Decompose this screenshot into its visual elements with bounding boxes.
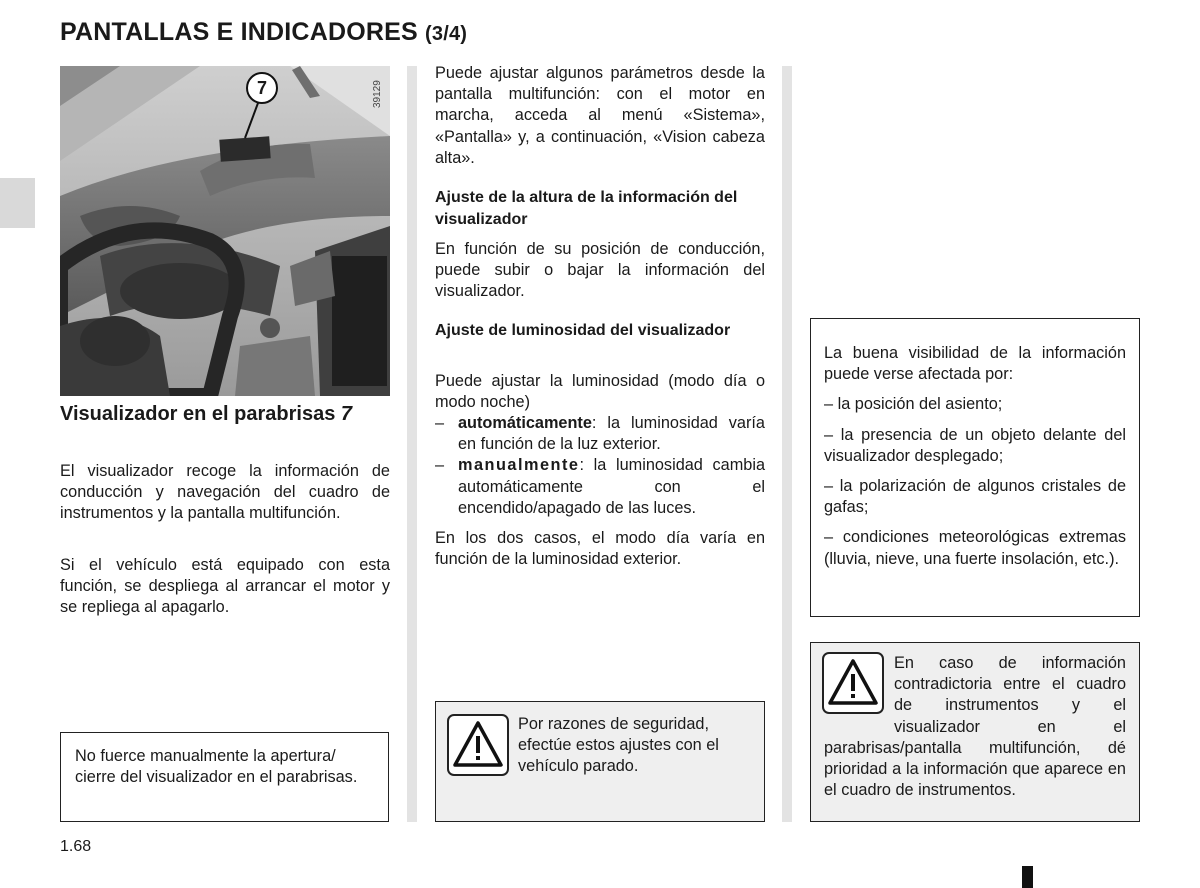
brightness-modes-list <box>435 413 765 519</box>
column-divider-right <box>782 66 792 822</box>
priority-warning-box <box>810 642 1140 822</box>
height-paragraph: En función de su posición de conducción, puede subir o bajar la información del visualizador. <box>435 240 765 301</box>
description-paragraph: El visualizador recoge la información de conducción y navegación del cuadro de instrumentos y la pantalla multifunción. <box>60 462 390 523</box>
visibility-info-box <box>810 318 1140 617</box>
visibility-item: – condiciones meteorológicas extremas (lluvia, nieve, una fuerte insolación, etc.). <box>824 528 1126 568</box>
section-heading <box>60 402 390 427</box>
page-number: 1.68 <box>60 838 92 855</box>
safety-warning-text: Por razones de seguridad, efectúe estos ajustes con el vehículo parado. <box>518 715 719 776</box>
page-title <box>60 18 467 47</box>
figure-reference-number: 39129 <box>372 80 383 108</box>
column-divider-left <box>407 66 417 822</box>
height-subheading: Ajuste de la altura de la información del visualizador <box>435 189 738 228</box>
caution-note-text: No fuerce manualmente la apertura/ cierre del visualizador en el parabrisas. <box>75 747 358 787</box>
both-modes-paragraph: En los dos casos, el modo día varía en función de la luminosidad exterior. <box>435 529 765 569</box>
settings-intro: Puede ajustar algunos parámetros desde la pantalla multifunción: con el motor en marcha, acceda al menú «Sistema», «Pantalla» y, a continuación, «Vision cabeza alta». <box>435 64 765 167</box>
list-dash: – <box>435 456 445 475</box>
callout-7-marker: 7 <box>246 72 278 104</box>
list-text: : la luminosidad varía en función de la luz exterior. <box>458 414 765 454</box>
callout-leader-line <box>60 66 390 396</box>
visibility-item: – la presencia de un objeto delante del visualizador desplegado; <box>824 425 1126 465</box>
brightness-paragraph: Puede ajustar la luminosidad (modo día o modo noche) <box>435 372 765 412</box>
brightness-subheading: Ajuste de luminosidad del visualizador <box>435 322 731 339</box>
page-edge-marker <box>1022 866 1033 888</box>
warning-triangle-icon <box>447 714 509 776</box>
priority-warning-text: En caso de información contradictoria entre el cuadro de instrumentos y el visualizador en el parabrisas/pantalla multifunción, dé prioridad a la información que aparece en el cuadro de instrumentos. <box>824 654 1126 800</box>
section-tab <box>0 178 35 228</box>
safety-warning-box <box>435 701 765 822</box>
list-term: manualmente <box>458 456 580 475</box>
list-term: automáticamente <box>458 414 592 432</box>
list-item <box>435 413 765 455</box>
section-heading-ref: 7 <box>340 403 352 425</box>
visibility-item: – la polarización de algunos cristales de gafas; <box>824 477 1126 517</box>
deploy-paragraph: Si el vehículo está equipado con esta función, se despliega al arrancar el motor y se repliega al apagarlo. <box>60 556 390 617</box>
caution-note-box <box>60 732 389 822</box>
visibility-item: – la posición del asiento; <box>824 395 1003 414</box>
list-item <box>435 455 765 519</box>
section-heading-text: Visualizador en el parabrisas <box>60 403 341 425</box>
visibility-intro: La buena visibilidad de la información puede verse afectada por: <box>824 344 1126 384</box>
list-text: : la luminosidad cambia automáticamente con el encendido/apagado de las luces. <box>458 456 765 517</box>
title-part: (3/4) <box>425 23 468 45</box>
title-text: PANTALLAS E INDICADORES <box>60 18 418 46</box>
dashboard-figure <box>60 66 390 396</box>
list-dash: – <box>435 414 445 432</box>
